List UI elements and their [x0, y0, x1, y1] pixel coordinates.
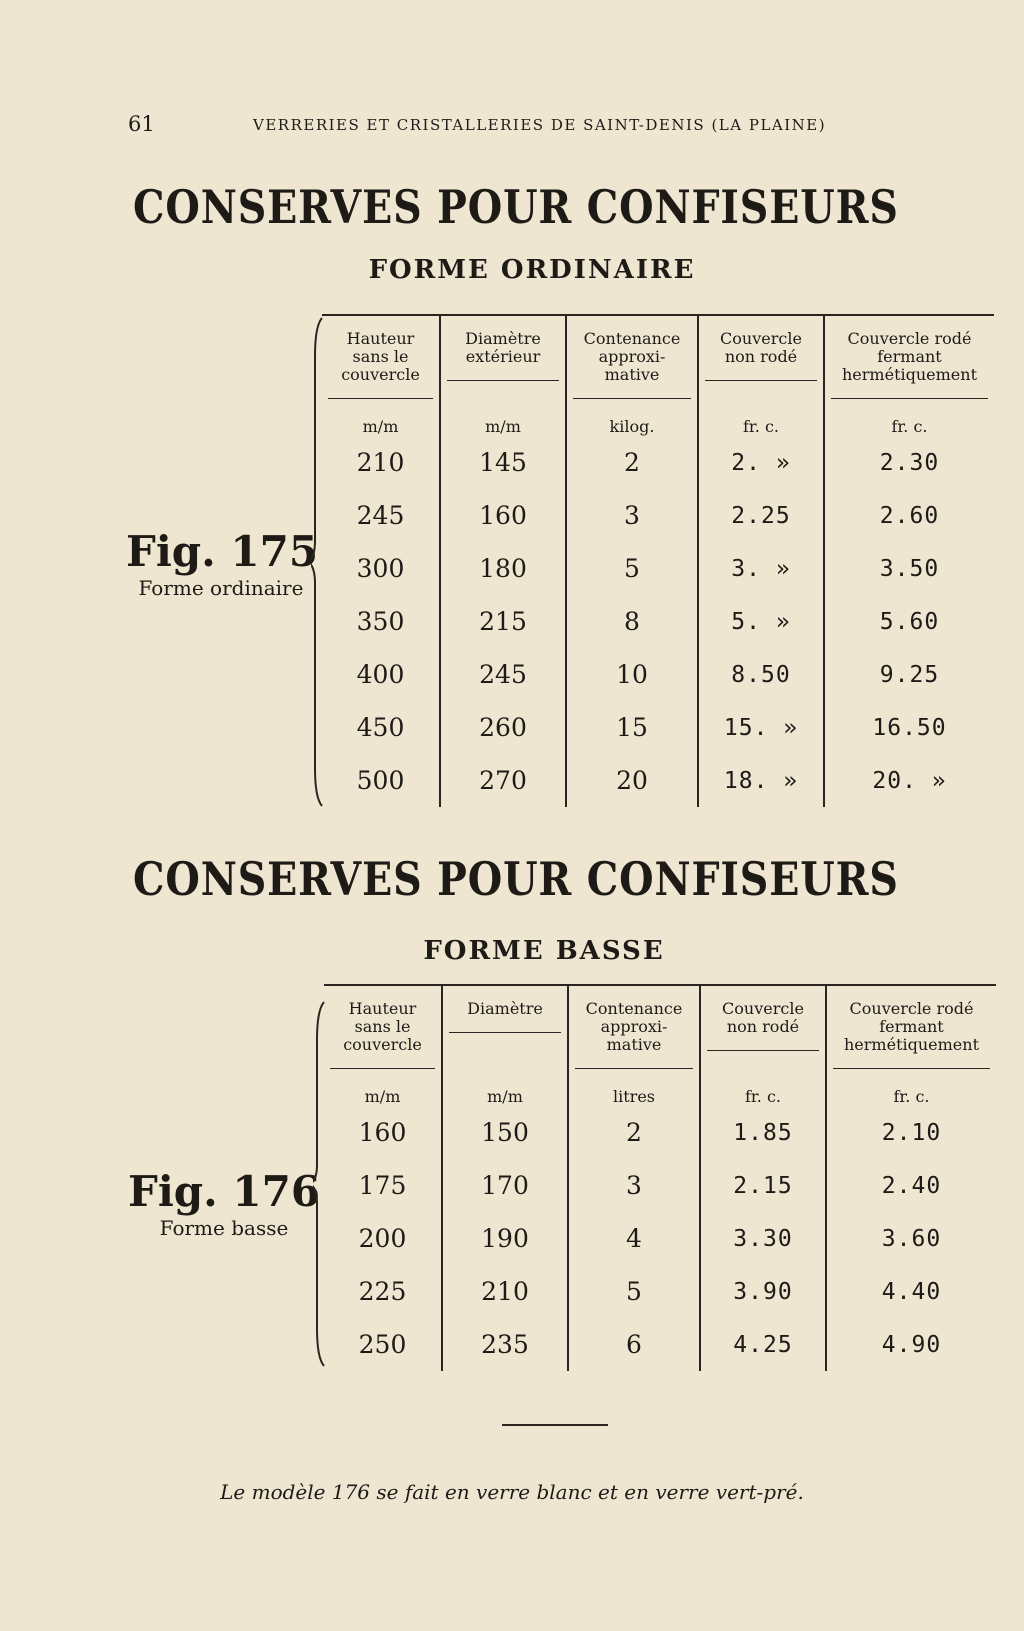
table-cell: 5 [566, 542, 698, 595]
table-cell: 4 [568, 1212, 700, 1265]
table-cell: 18. » [698, 754, 824, 807]
column-header-label: Hauteur sans le couvercle [330, 1000, 435, 1069]
table-cell: 300 [356, 554, 405, 583]
table-cell: 15. » [698, 701, 824, 754]
table-cell: 5 [568, 1265, 700, 1318]
table-cell: 1.85 [700, 1106, 826, 1159]
table-cell: 160 [358, 1118, 407, 1147]
table-row [324, 1212, 996, 1265]
running-title: VERRERIES ET CRISTALLERIES DE SAINT-DENIS (LA PLAINE) [253, 116, 827, 134]
table-header-row [324, 985, 996, 1086]
table-body [324, 1106, 996, 1371]
table-cell: 2.40 [826, 1159, 996, 1212]
table-row [322, 489, 994, 542]
table-cell: 2.30 [824, 436, 994, 489]
table-row [324, 1318, 996, 1371]
table-cell: 3.50 [824, 542, 994, 595]
divider-rule [502, 1424, 608, 1426]
table-cell: 250 [358, 1330, 407, 1359]
column-header-label: Couvercle rodé fermant hermétiquement [833, 1000, 990, 1069]
column-header [322, 315, 440, 416]
table-cell: 180 [440, 542, 566, 595]
column-unit: litres [568, 1086, 700, 1106]
table-cell: 260 [440, 701, 566, 754]
table-cell: 3.30 [700, 1212, 826, 1265]
column-header [698, 315, 824, 416]
table-cell: 16.50 [824, 701, 994, 754]
table-row [322, 701, 994, 754]
table-cell: 20. » [824, 754, 994, 807]
table-cell: 210 [442, 1265, 568, 1318]
table-cell: 235 [442, 1318, 568, 1371]
table-cell: 175 [358, 1171, 407, 1200]
table-cell: 170 [442, 1159, 568, 1212]
column-unit: m/m [442, 1086, 568, 1106]
column-unit: m/m [440, 416, 566, 436]
table-units-row [324, 1086, 996, 1106]
column-header-label: Diamètre [449, 1000, 561, 1033]
section2-subtitle: FORME BASSE [423, 936, 665, 966]
table-cell: 145 [440, 436, 566, 489]
fig-175-table [322, 314, 994, 807]
table-cell: 270 [440, 754, 566, 807]
table-row [322, 542, 994, 595]
table-row [322, 754, 994, 807]
column-header [440, 315, 566, 416]
table-cell: 350 [356, 607, 405, 636]
table-row [322, 595, 994, 648]
column-header [566, 315, 698, 416]
column-unit: m/m [362, 417, 399, 436]
table-cell: 9.25 [824, 648, 994, 701]
page-number: 61 [128, 112, 155, 136]
table-cell: 200 [358, 1224, 407, 1253]
column-header-label: Couvercle non rodé [707, 1000, 819, 1051]
table-row [324, 1265, 996, 1318]
table-cell: 3 [568, 1159, 700, 1212]
fig-176-table [324, 984, 996, 1371]
column-header-label: Couvercle non rodé [705, 330, 817, 381]
table-cell: 400 [356, 660, 405, 689]
table-cell: 2.10 [826, 1106, 996, 1159]
table-body [322, 436, 994, 807]
table-cell: 2.15 [700, 1159, 826, 1212]
table-cell: 2. » [698, 436, 824, 489]
table-cell: 245 [356, 501, 405, 530]
table-cell: 3 [566, 489, 698, 542]
table-cell: 5. » [698, 595, 824, 648]
table-cell: 2.25 [698, 489, 824, 542]
fig-175-caption: Forme ordinaire [138, 576, 304, 600]
section1-subtitle: FORME ORDINAIRE [368, 255, 696, 285]
column-unit: m/m [364, 1087, 401, 1106]
table-cell: 2.60 [824, 489, 994, 542]
table-row [324, 1106, 996, 1159]
column-unit: fr. c. [826, 1086, 996, 1106]
table-row [324, 1159, 996, 1212]
table-row [322, 648, 994, 701]
column-header [700, 985, 826, 1086]
section2-title: CONSERVES POUR CONFISEURS [133, 852, 899, 906]
table-cell: 210 [356, 448, 405, 477]
column-header-label: Diamètre extérieur [447, 330, 559, 381]
fig-175-number: Fig. 175 [126, 527, 319, 576]
page-header [128, 112, 858, 142]
table-cell: 160 [440, 489, 566, 542]
table-row [322, 436, 994, 489]
table-cell: 150 [442, 1106, 568, 1159]
table-cell: 3.60 [826, 1212, 996, 1265]
column-unit: fr. c. [700, 1086, 826, 1106]
table-cell: 4.25 [700, 1318, 826, 1371]
table-cell: 15 [566, 701, 698, 754]
column-header-label: Contenance approxi-mative [575, 1000, 693, 1069]
table-cell: 4.40 [826, 1265, 996, 1318]
footnote: Le modèle 176 se fait en verre blanc et en verre vert-pré. [220, 1480, 804, 1504]
table-cell: 10 [566, 648, 698, 701]
column-header-label: Contenance approxi-mative [573, 330, 691, 399]
table-cell: 2 [566, 436, 698, 489]
table-cell: 190 [442, 1212, 568, 1265]
table-cell: 20 [566, 754, 698, 807]
table-units-row [322, 416, 994, 436]
table-cell: 5.60 [824, 595, 994, 648]
column-header-label: Hauteur sans le couvercle [328, 330, 433, 399]
column-header [568, 985, 700, 1086]
table-cell: 3.90 [700, 1265, 826, 1318]
table-cell: 4.90 [826, 1318, 996, 1371]
table-cell: 450 [356, 713, 405, 742]
table-cell: 8 [566, 595, 698, 648]
table-header-row [322, 315, 994, 416]
column-unit: fr. c. [824, 416, 994, 436]
table-cell: 6 [568, 1318, 700, 1371]
table-cell: 225 [358, 1277, 407, 1306]
column-header [324, 985, 442, 1086]
table-cell: 245 [440, 648, 566, 701]
fig-176-caption: Forme basse [159, 1216, 289, 1240]
column-unit: kilog. [566, 416, 698, 436]
fig-175-label [126, 527, 319, 602]
table-cell: 3. » [698, 542, 824, 595]
table-cell: 2 [568, 1106, 700, 1159]
column-header [826, 985, 996, 1086]
table-cell: 500 [356, 766, 405, 795]
section1-title: CONSERVES POUR CONFISEURS [133, 180, 899, 234]
table-cell: 8.50 [698, 648, 824, 701]
column-unit: fr. c. [698, 416, 824, 436]
fig-176-number: Fig. 176 [128, 1167, 321, 1216]
column-header [824, 315, 994, 416]
column-header [442, 985, 568, 1086]
column-header-label: Couvercle rodé fermant hermétiquement [831, 330, 988, 399]
fig-176-label [128, 1167, 321, 1242]
table-cell: 215 [440, 595, 566, 648]
